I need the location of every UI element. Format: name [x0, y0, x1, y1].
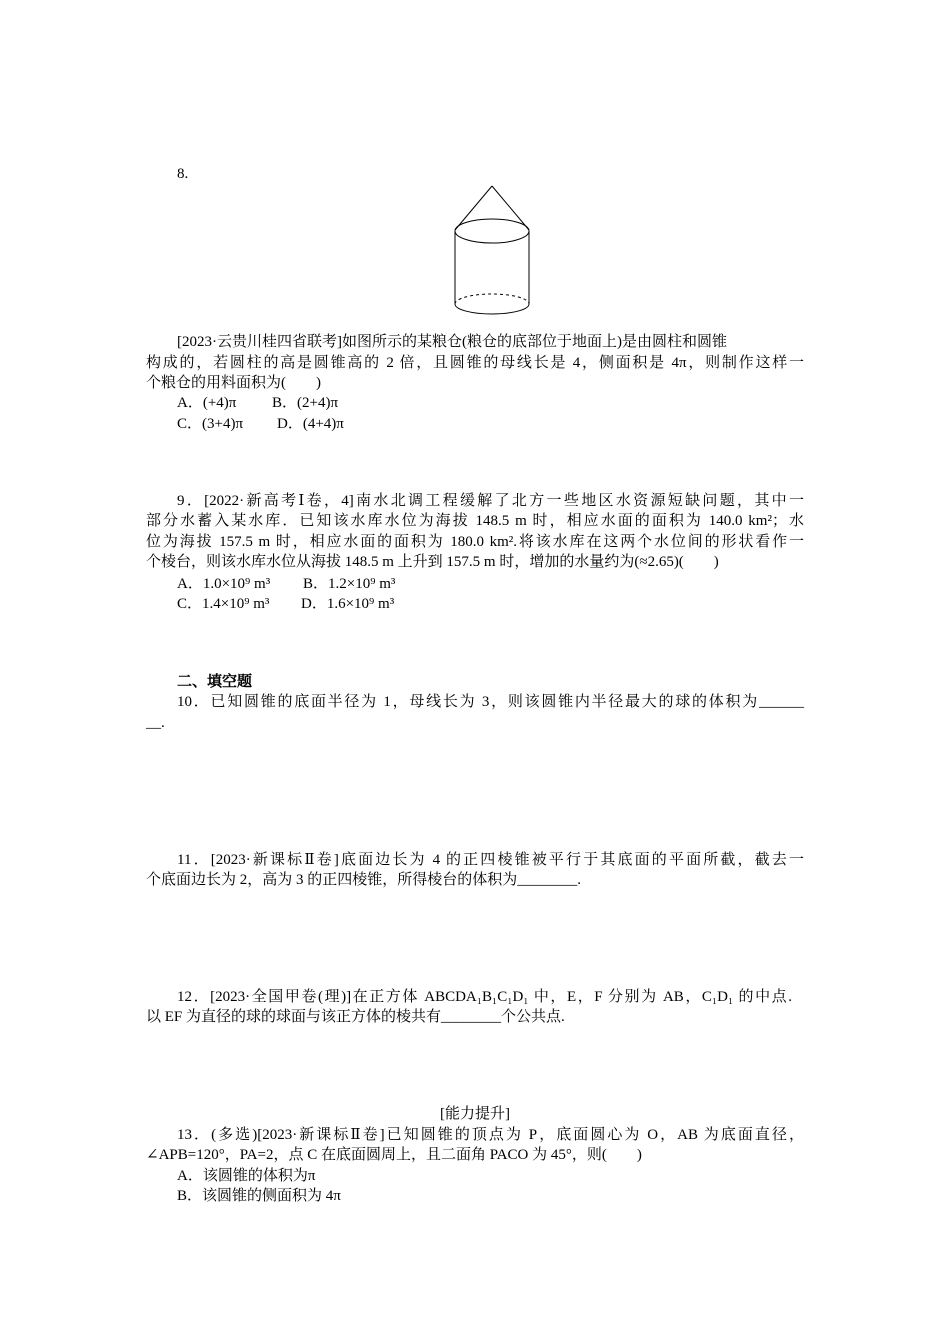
section-title-fill-in: 二、填空题: [177, 674, 253, 690]
q9-option-c: C．1.4×10⁹ m³: [177, 596, 270, 612]
cone-left-edge: [455, 186, 492, 230]
q8-stem-line3: 个粮仓的用料面积为( ): [146, 375, 321, 391]
section-title-advanced: [能力提升]: [440, 1106, 510, 1122]
q13-stem-line2: ∠APB=120°，PA=2，点 C 在底面圆周上，且二面角 PACO 为 45°，则( ): [146, 1147, 642, 1163]
q12-stem-line1: 12．[2023·全国甲卷(理)]在正方体 ABCDA₁B₁C₁D₁ 中，E，F 分别为 AB，C₁D₁ 的中点.: [177, 989, 792, 1005]
q8-number: 8.: [177, 166, 189, 182]
cylinder-bottom-back-arc: [455, 294, 529, 304]
q9-option-d: D．1.6×10⁹ m³: [301, 596, 395, 612]
q13-stem-line1: 13．(多选)[2023·新课标Ⅱ卷]已知圆锥的顶点为 P，底面圆心为 O，AB 为底面直径，: [177, 1127, 804, 1143]
q13-option-b: B．该圆锥的侧面积为 4π: [177, 1188, 341, 1204]
q8-option-c: C．(3+4)π: [177, 416, 244, 432]
q12-stem-line2: 以 EF 为直径的球的球面与该正方体的棱共有________个公共点.: [146, 1009, 565, 1025]
q8-option-a: A．(+4)π: [177, 395, 237, 411]
q11-stem-line2: 个底面边长为 2，高为 3 的正四棱锥，所得棱台的体积为________.: [146, 872, 582, 888]
q13-option-a: A．该圆锥的体积为π: [177, 1168, 316, 1184]
cone-right-edge: [492, 186, 529, 230]
q9-option-a: A．1.0×10⁹ m³: [177, 576, 271, 592]
q9-stem-line1: 9．[2022·新高考Ⅰ卷，4]南水北调工程缓解了北方一些地区水资源短缺问题，其中一: [177, 493, 804, 509]
q10-stem-line2: __.: [146, 715, 165, 731]
cylinder-bottom-front-arc: [455, 304, 529, 314]
granary-figure: [446, 182, 538, 322]
q10-stem-line1: 10．已知圆锥的底面半径为 1，母线长为 3，则该圆锥内半径最大的球的体积为______: [177, 694, 804, 710]
q8-stem-line1: [2023·云贵川桂四省联考]如图所示的某粮仓(粮仓的底部位于地面上)是由圆柱和圆锥: [177, 334, 727, 350]
q9-option-b: B．1.2×10⁹ m³: [303, 576, 396, 592]
q8-option-d: D．(4+4)π: [277, 416, 344, 432]
q8-option-b: B．(2+4)π: [272, 395, 339, 411]
q8-stem-line2: 构成的，若圆柱的高是圆锥高的 2 倍，且圆锥的母线长是 4，侧面积是 4π，则制作这样一: [146, 355, 804, 371]
q11-stem-line1: 11．[2023·新课标Ⅱ卷]底面边长为 4 的正四棱锥被平行于其底面的平面所截，截去一: [177, 852, 804, 868]
q9-stem-line2: 部分水蓄入某水库．已知该水库水位为海拔 148.5 m 时，相应水面的面积为 140.0 km²；水: [146, 513, 804, 529]
q9-stem-line3: 位为海拔 157.5 m 时，相应水面的面积为 180.0 km².将该水库在这两个水位间的形状看作一: [146, 534, 804, 550]
cylinder-top-ellipse: [455, 219, 529, 243]
q9-stem-line4: 个棱台，则该水库水位从海拔 148.5 m 上升到 157.5 m 时，增加的水量约为(≈2.65)( ): [146, 554, 719, 570]
